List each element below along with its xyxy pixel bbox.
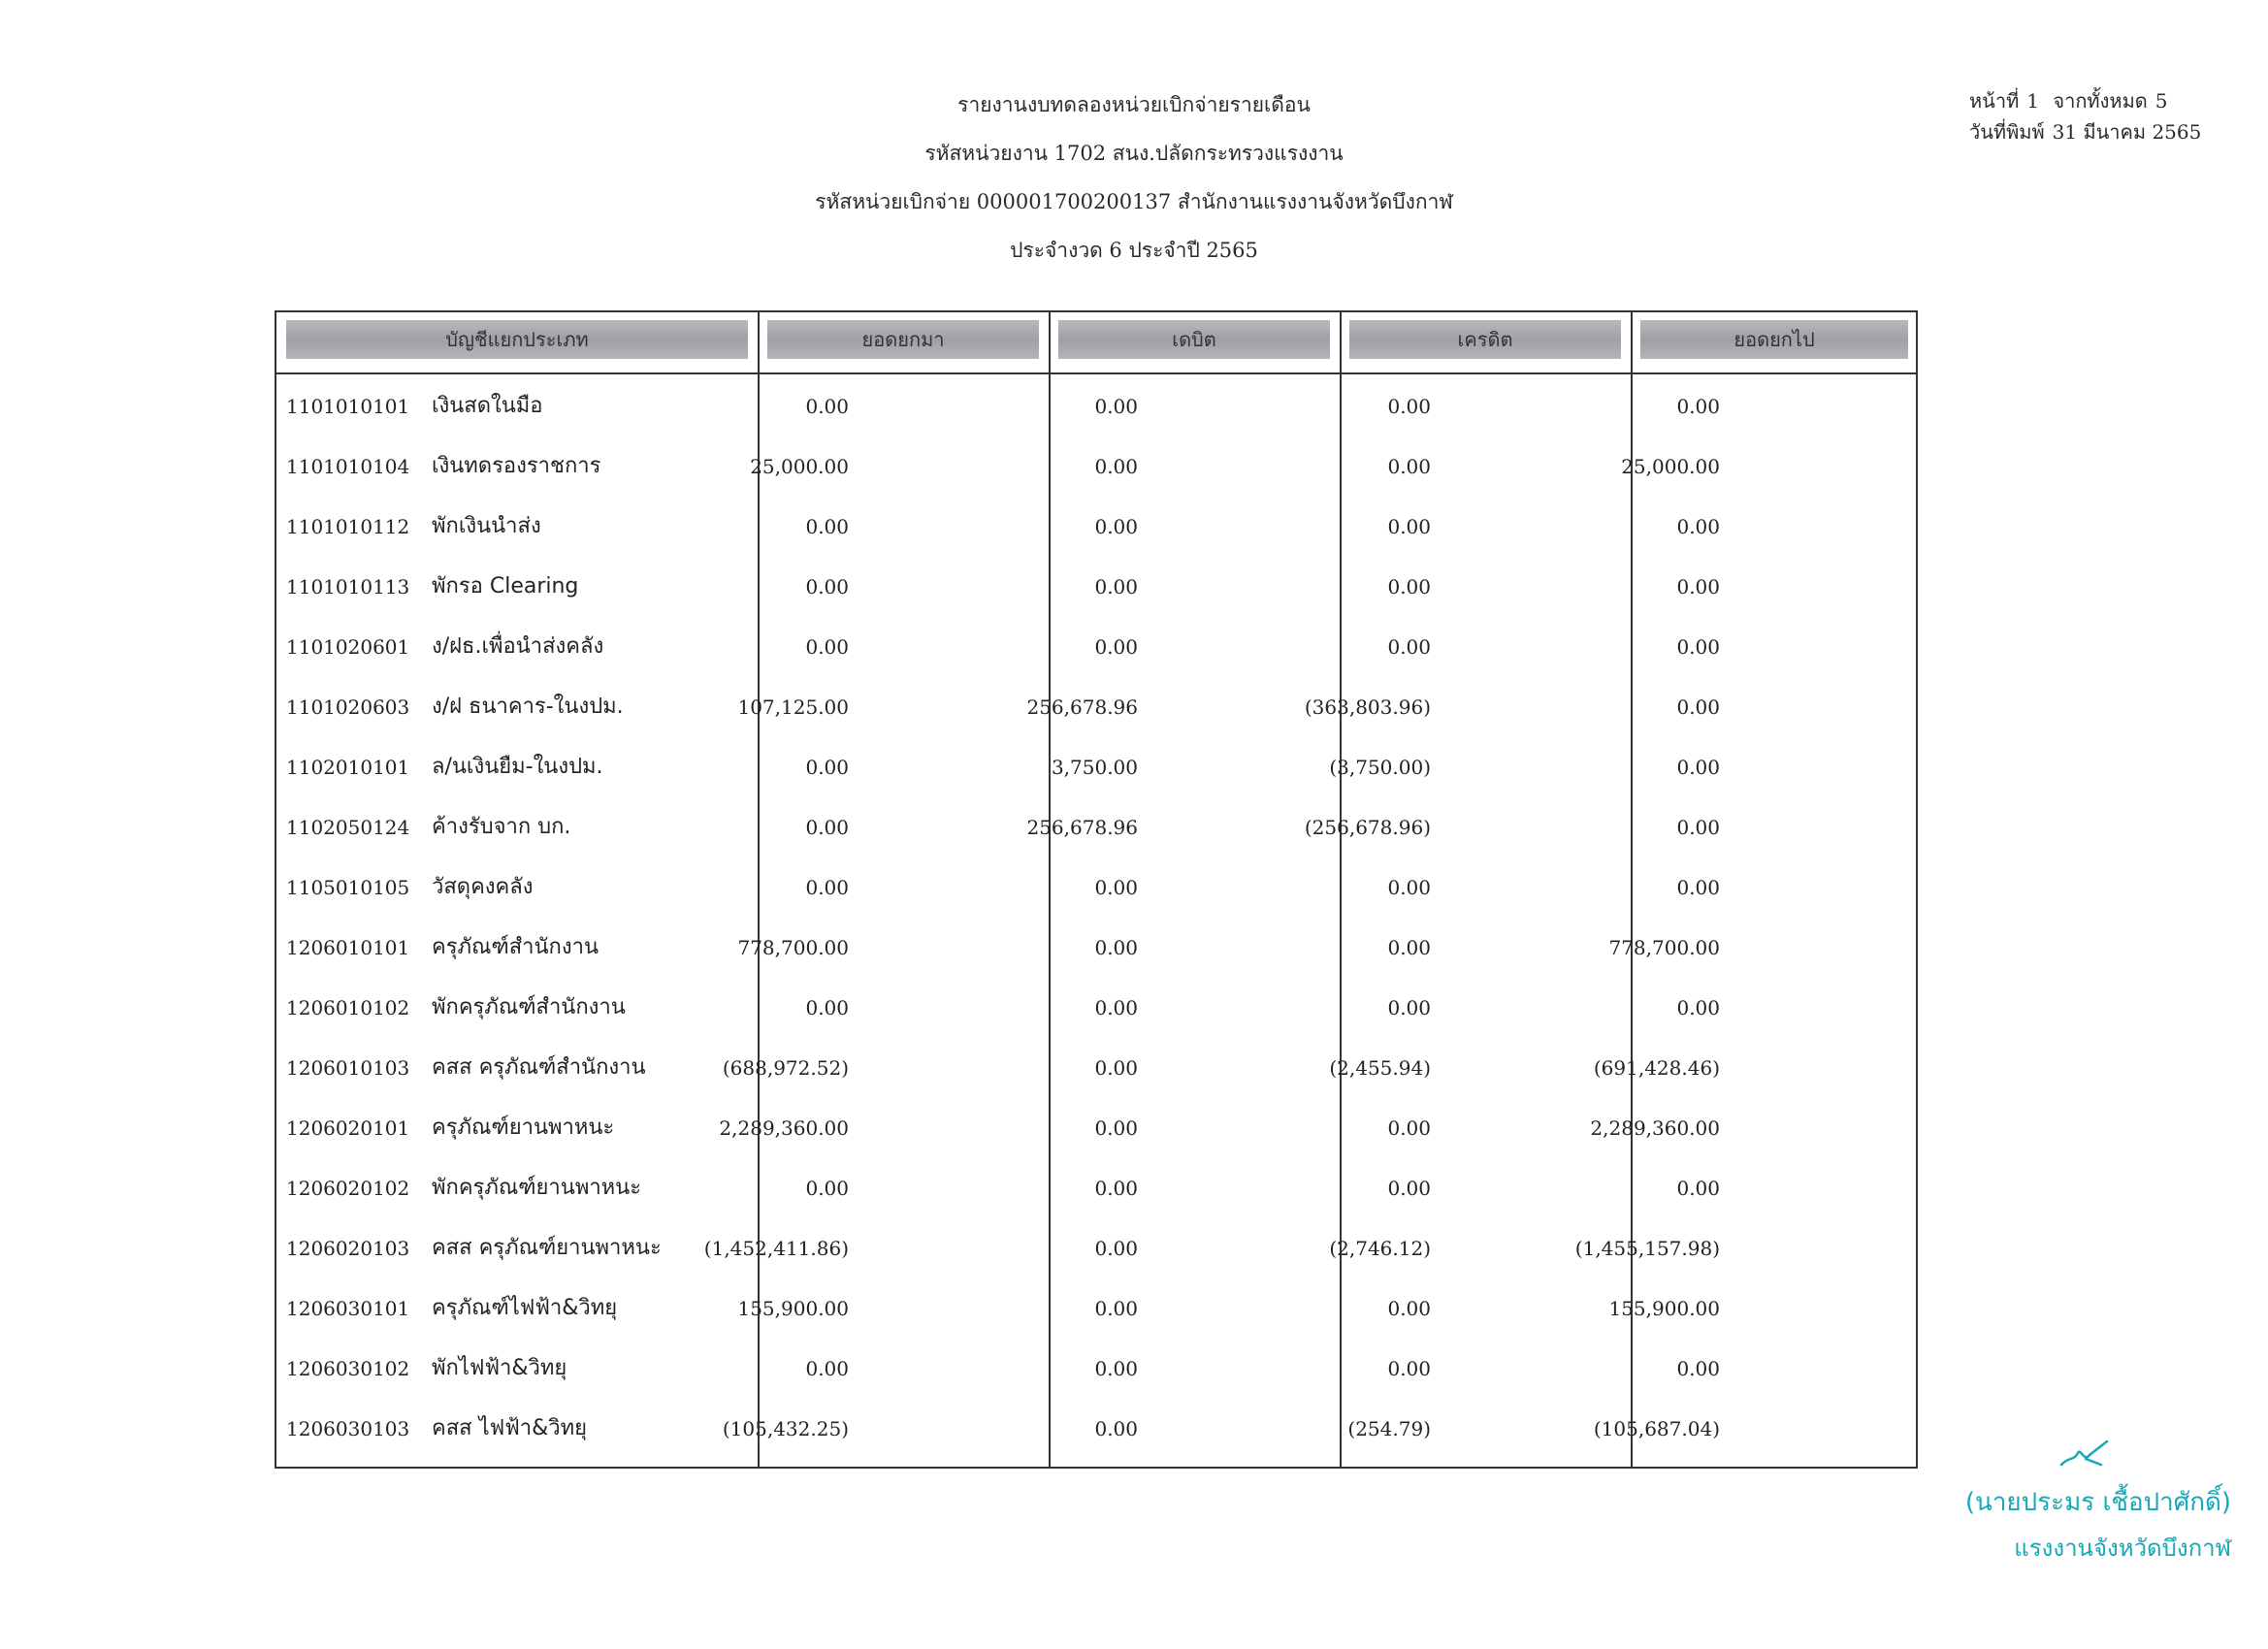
- brought-forward-value: 778,700.00: [737, 936, 849, 959]
- carried-forward-value: (1,455,157.98): [1574, 1237, 1720, 1260]
- debit-value: 0.00: [1094, 395, 1138, 418]
- account-code: 1206010102: [286, 996, 410, 1019]
- carried-forward-value: 155,900.00: [1608, 1297, 1720, 1320]
- print-date-label: วันที่พิมพ์: [1969, 120, 2045, 144]
- column-header-account: บัญชีแยกประเภท: [286, 320, 748, 359]
- header-divider: [276, 372, 1916, 374]
- credit-value: 0.00: [1387, 996, 1431, 1019]
- print-date: 31 มีนาคม 2565: [2052, 120, 2202, 144]
- table-row: [276, 737, 1916, 797]
- page-label: หน้าที่: [1969, 89, 2020, 113]
- carried-forward-value: 0.00: [1676, 816, 1720, 839]
- carried-forward-value: 0.00: [1676, 1357, 1720, 1380]
- account-name: พักไฟฟ้า&วิทยุ: [432, 1356, 567, 1380]
- account-code: 1206030101: [286, 1297, 410, 1320]
- table-row: [276, 1098, 1916, 1158]
- carried-forward-value: 778,700.00: [1608, 936, 1720, 959]
- credit-value: 0.00: [1387, 515, 1431, 538]
- account-code: 1102010101: [286, 756, 410, 779]
- debit-value: 0.00: [1094, 455, 1138, 478]
- brought-forward-value: 2,289,360.00: [719, 1116, 849, 1140]
- account-code: 1206020103: [286, 1237, 410, 1260]
- table-row: [276, 1339, 1916, 1399]
- account-name: ง/ฝ ธนาคาร-ในงปม.: [432, 695, 624, 719]
- table-row: [276, 617, 1916, 677]
- debit-value: 256,678.96: [1026, 816, 1138, 839]
- account-name: ครุภัณฑ์สำนักงาน: [432, 935, 599, 959]
- account-code: 1206030103: [286, 1417, 410, 1440]
- carried-forward-value: (105,687.04): [1593, 1417, 1720, 1440]
- brought-forward-value: (688,972.52): [722, 1056, 849, 1080]
- account-name: คสส ครุภัณฑ์ยานพาหนะ: [432, 1236, 662, 1260]
- brought-forward-value: 0.00: [805, 395, 849, 418]
- column-header-carried-forward: ยอดยกไป: [1640, 320, 1908, 359]
- table-row: [276, 857, 1916, 918]
- credit-value: (2,455.94): [1329, 1056, 1431, 1080]
- carried-forward-value: 0.00: [1676, 515, 1720, 538]
- account-name: เงินทดรองราชการ: [432, 454, 601, 478]
- brought-forward-value: 0.00: [805, 996, 849, 1019]
- brought-forward-value: 155,900.00: [737, 1297, 849, 1320]
- total-pages-label: จากทั้งหมด: [2053, 89, 2148, 113]
- debit-value: 0.00: [1094, 1417, 1138, 1440]
- carried-forward-value: 0.00: [1676, 876, 1720, 899]
- carried-forward-value: 2,289,360.00: [1590, 1116, 1720, 1140]
- debit-value: 0.00: [1094, 1177, 1138, 1200]
- account-name: ล/นเงินยืม-ในงปม.: [432, 755, 603, 779]
- disbursing-unit-line: รหัสหน่วยเบิกจ่าย 000001700200137 สำนักงานแรงงานจังหวัดบึงกาฬ: [815, 190, 1453, 213]
- credit-value: 0.00: [1387, 1116, 1431, 1140]
- carried-forward-value: 0.00: [1676, 635, 1720, 659]
- carried-forward-value: 0.00: [1676, 575, 1720, 598]
- table-row: [276, 978, 1916, 1038]
- credit-value: (363,803.96): [1304, 695, 1431, 719]
- page-number: 1: [2026, 89, 2040, 113]
- carried-forward-value: (691,428.46): [1593, 1056, 1720, 1080]
- debit-value: 3,750.00: [1051, 756, 1138, 779]
- account-name: คสส ครุภัณฑ์สำนักงาน: [432, 1055, 646, 1080]
- carried-forward-value: 0.00: [1676, 996, 1720, 1019]
- brought-forward-value: 0.00: [805, 876, 849, 899]
- account-name: ค้างรับจาก บก.: [432, 815, 571, 839]
- brought-forward-value: 0.00: [805, 515, 849, 538]
- account-name: คสส ไฟฟ้า&วิทยุ: [432, 1416, 588, 1440]
- handwritten-signature: [2057, 1436, 2115, 1474]
- trial-balance-table: [275, 310, 1918, 1469]
- brought-forward-value: 0.00: [805, 816, 849, 839]
- carried-forward-value: 0.00: [1676, 695, 1720, 719]
- credit-value: (3,750.00): [1329, 756, 1431, 779]
- table-row: [276, 376, 1916, 436]
- signatory-name: (นายประมร เชื้อปาศักดิ์): [1964, 1488, 2231, 1517]
- account-name: พักครุภัณฑ์สำนักงาน: [432, 995, 626, 1019]
- account-code: 1206010101: [286, 936, 410, 959]
- debit-value: 0.00: [1094, 936, 1138, 959]
- debit-value: 0.00: [1094, 1297, 1138, 1320]
- brought-forward-value: 0.00: [805, 575, 849, 598]
- account-code: 1206010103: [286, 1056, 410, 1080]
- credit-value: (256,678.96): [1304, 816, 1431, 839]
- credit-value: (2,746.12): [1329, 1237, 1431, 1260]
- account-name: พักเงินนำส่ง: [432, 514, 541, 538]
- table-row: [276, 677, 1916, 737]
- period-line: ประจำงวด 6 ประจำปี 2565: [1010, 239, 1258, 262]
- account-name: ง/ฝธ.เพื่อนำส่งคลัง: [432, 634, 604, 659]
- agency-code-line: รหัสหน่วยงาน 1702 สนง.ปลัดกระทรวงแรงงาน: [924, 142, 1344, 165]
- account-code: 1206020102: [286, 1177, 410, 1200]
- table-row: [276, 497, 1916, 557]
- credit-value: 0.00: [1387, 395, 1431, 418]
- table-row: [276, 918, 1916, 978]
- account-name: พักรอ Clearing: [432, 574, 579, 598]
- carried-forward-value: 0.00: [1676, 395, 1720, 418]
- account-name: เงินสดในมือ: [432, 394, 543, 418]
- page-number-row: [1969, 85, 2231, 116]
- page-meta: [1969, 85, 2231, 147]
- table-row: [276, 797, 1916, 857]
- account-code: 1206020101: [286, 1116, 410, 1140]
- account-code: 1101020603: [286, 695, 410, 719]
- table-row: [276, 1038, 1916, 1098]
- debit-value: 0.00: [1094, 1116, 1138, 1140]
- account-name: พักครุภัณฑ์ยานพาหนะ: [432, 1176, 642, 1200]
- debit-value: 0.00: [1094, 515, 1138, 538]
- account-name: ครุภัณฑ์ยานพาหนะ: [432, 1116, 615, 1140]
- credit-value: 0.00: [1387, 1177, 1431, 1200]
- debit-value: 256,678.96: [1026, 695, 1138, 719]
- account-code: 1206030102: [286, 1357, 410, 1380]
- debit-value: 0.00: [1094, 575, 1138, 598]
- brought-forward-value: 0.00: [805, 1357, 849, 1380]
- carried-forward-value: 0.00: [1676, 756, 1720, 779]
- credit-value: (254.79): [1347, 1417, 1431, 1440]
- table-row: [276, 436, 1916, 497]
- debit-value: 0.00: [1094, 1237, 1138, 1260]
- brought-forward-value: 25,000.00: [750, 455, 849, 478]
- account-code: 1101010101: [286, 395, 410, 418]
- account-code: 1101010112: [286, 515, 410, 538]
- debit-value: 0.00: [1094, 1357, 1138, 1380]
- column-header-credit: เครดิต: [1349, 320, 1621, 359]
- account-name: วัสดุคงคลัง: [432, 875, 534, 899]
- account-name: ครุภัณฑ์ไฟฟ้า&วิทยุ: [432, 1296, 618, 1320]
- brought-forward-value: 0.00: [805, 1177, 849, 1200]
- debit-value: 0.00: [1094, 876, 1138, 899]
- account-code: 1102050124: [286, 816, 410, 839]
- account-code: 1101010113: [286, 575, 410, 598]
- column-header-debit: เดบิต: [1058, 320, 1330, 359]
- carried-forward-value: 0.00: [1676, 1177, 1720, 1200]
- account-code: 1105010105: [286, 876, 410, 899]
- brought-forward-value: (105,432.25): [722, 1417, 849, 1440]
- account-code: 1101010104: [286, 455, 410, 478]
- table-row: [276, 1158, 1916, 1218]
- credit-value: 0.00: [1387, 936, 1431, 959]
- debit-value: 0.00: [1094, 635, 1138, 659]
- debit-value: 0.00: [1094, 1056, 1138, 1080]
- credit-value: 0.00: [1387, 455, 1431, 478]
- brought-forward-value: (1,452,411.86): [703, 1237, 849, 1260]
- column-header-brought-forward: ยอดยกมา: [767, 320, 1039, 359]
- carried-forward-value: 25,000.00: [1621, 455, 1720, 478]
- debit-value: 0.00: [1094, 996, 1138, 1019]
- table-row: [276, 1399, 1916, 1459]
- credit-value: 0.00: [1387, 876, 1431, 899]
- table-row: [276, 1278, 1916, 1339]
- signatory-position: แรงงานจังหวัดบึงกาฬ: [2014, 1535, 2231, 1562]
- credit-value: 0.00: [1387, 1297, 1431, 1320]
- credit-value: 0.00: [1387, 575, 1431, 598]
- table-row: [276, 1218, 1916, 1278]
- total-pages: 5: [2155, 89, 2168, 113]
- report-title: รายงานงบทดลองหน่วยเบิกจ่ายรายเดือน: [957, 93, 1311, 116]
- brought-forward-value: 0.00: [805, 635, 849, 659]
- credit-value: 0.00: [1387, 635, 1431, 659]
- table-row: [276, 557, 1916, 617]
- brought-forward-value: 0.00: [805, 756, 849, 779]
- credit-value: 0.00: [1387, 1357, 1431, 1380]
- brought-forward-value: 107,125.00: [737, 695, 849, 719]
- account-code: 1101020601: [286, 635, 410, 659]
- print-date-row: [1969, 116, 2231, 147]
